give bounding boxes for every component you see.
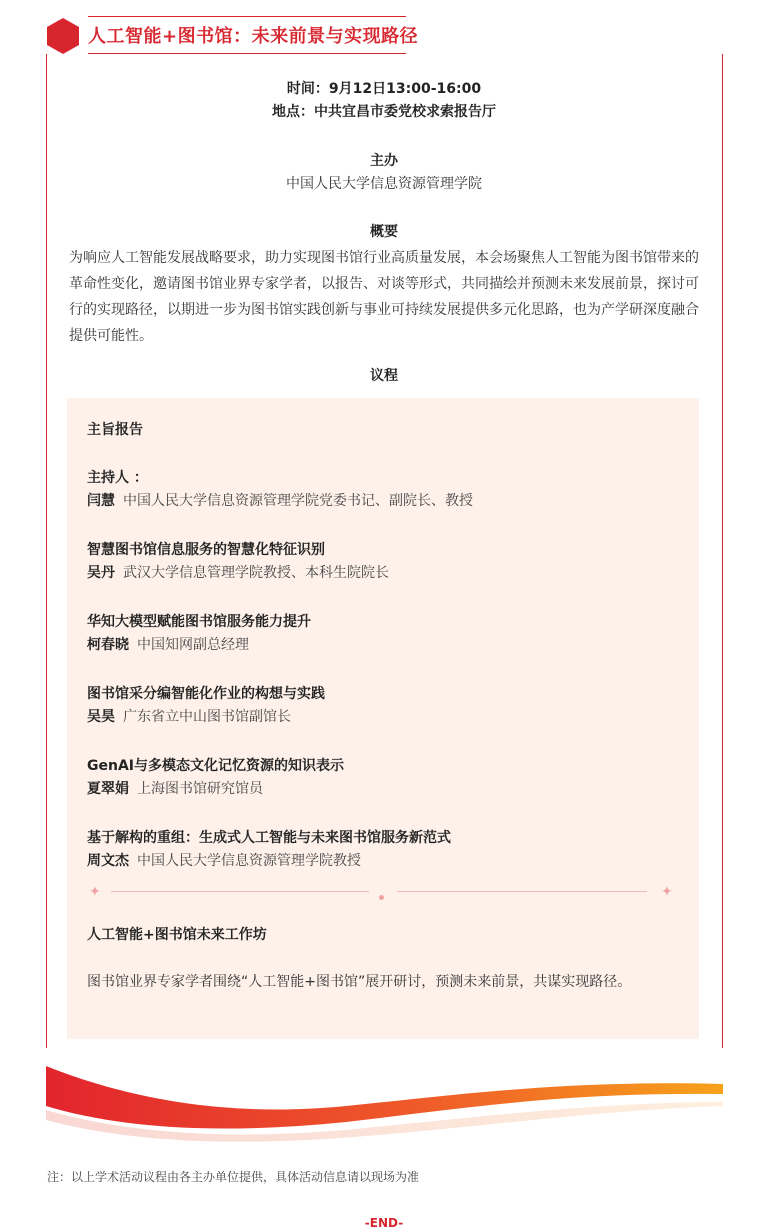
talk-speaker [87,706,291,728]
sparkle-icon: ✦ [89,884,101,900]
frame-right-border [722,54,723,1048]
host-label: 主持人 ： [87,470,148,486]
host-line [87,490,473,512]
speaker-role: 中国知网副总经理 [137,637,249,653]
speaker-name: 吴丹 [87,565,115,581]
speaker-name: 柯春晓 [87,637,129,653]
agenda-heading: 议程 [370,368,398,384]
divider-line [397,891,647,892]
organizer-name: 中国人民大学信息资源管理学院 [286,176,482,192]
summary-text: 为响应人工智能发展战略要求，助力实现图书馆行业高质量发展，本会场聚焦人工智能为图书馆带来的革命性变化，邀请图书馆业界专家学者，以报告、对谈等形式，共同描绘并预测未来发展前景，探讨可行的实现路径，以期进一步为图书馆实践创新与事业可持续发展提供多元化思路，也为产学研深度融合提供可能性。 [69,250,699,344]
workshop-desc: 图书馆业界专家学者围绕“人工智能+图书馆”展开研讨，预测未来前景，共谋实现路径。 [87,974,632,990]
event-place: 地点：中共宜昌市委党校求索报告厅 [272,104,496,120]
talk-title: 华知大模型赋能图书馆服务能力提升 [87,614,311,630]
hexagon-icon [47,18,79,54]
end-mark: -END- [364,1216,404,1230]
talk-title: GenAI与多模态文化记忆资源的知识表示 [87,758,344,774]
footer-note: 注：以上学术活动议程由各主办单位提供，具体活动信息请以现场为准 [47,1170,420,1184]
talk-title: 基于解构的重组：生成式人工智能与未来图书馆服务新范式 [87,830,451,846]
divider-line [111,891,369,892]
speaker-name: 周文杰 [87,853,129,869]
agenda-panel [67,398,699,1039]
section-title-box [88,16,419,54]
talk-speaker [87,634,249,656]
sparkle-icon: ✦ [661,884,673,900]
workshop-title: 人工智能+图书馆未来工作坊 [87,927,267,943]
speaker-role: 中国人民大学信息资源管理学院教授 [137,853,361,869]
talk-title: 智慧图书馆信息服务的智慧化特征识别 [87,542,325,558]
divider-dot [379,895,384,900]
talk-title: 图书馆采分编智能化作业的构想与实践 [87,686,325,702]
summary-heading: 概要 [370,224,398,240]
host-role: 中国人民大学信息资源管理学院党委书记、副院长、教授 [123,493,473,509]
speaker-role: 广东省立中山图书馆副馆长 [123,709,291,725]
speaker-name: 夏翠娟 [87,781,129,797]
talk-speaker [87,778,263,800]
speaker-name: 吴昊 [87,709,115,725]
wave-decoration [46,1040,723,1150]
frame-left-border [46,54,47,1048]
section-title: 人工智能+图书馆：未来前景与实现路径 [88,26,419,47]
organizer-heading: 主办 [370,153,398,169]
talk-speaker [87,850,361,872]
section-header [0,0,768,60]
speaker-role: 武汉大学信息管理学院教授、本科生院院长 [123,565,389,581]
talk-speaker [87,562,389,584]
keynote-heading: 主旨报告 [87,422,143,438]
event-time: 时间：9月12日13:00-16:00 [286,81,482,97]
host-name: 闫慧 [87,493,115,509]
speaker-role: 上海图书馆研究馆员 [137,781,263,797]
